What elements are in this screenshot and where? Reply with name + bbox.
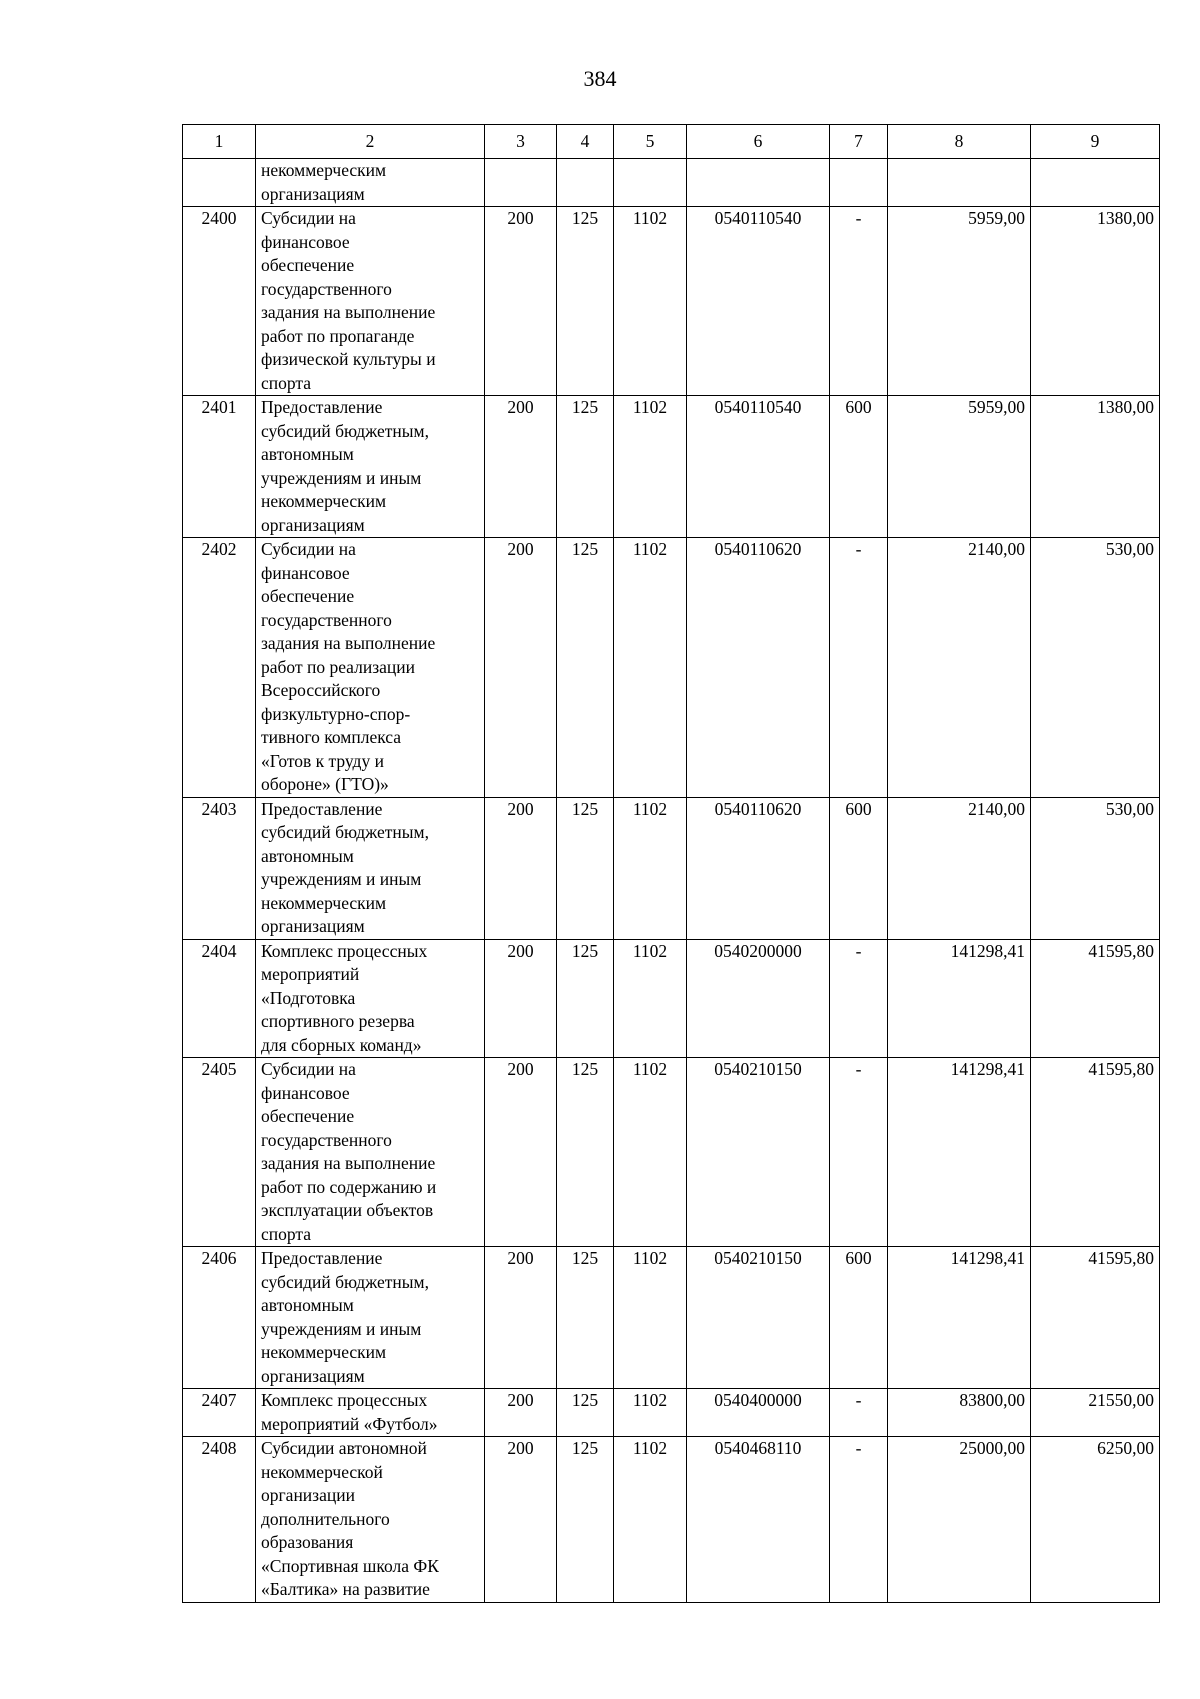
row-col9	[1031, 159, 1160, 207]
column-header: 2	[256, 125, 485, 159]
column-header: 6	[687, 125, 830, 159]
row-col3: 200	[485, 1437, 557, 1603]
header-row	[183, 125, 1160, 159]
row-col7: -	[830, 1389, 888, 1437]
row-col7	[830, 159, 888, 207]
row-col5: 1102	[614, 1437, 687, 1603]
row-name: некоммерческим организациям	[256, 159, 485, 207]
row-col4: 125	[557, 939, 614, 1058]
row-col8: 141298,41	[888, 1058, 1031, 1247]
row-col4: 125	[557, 1058, 614, 1247]
row-col9: 530,00	[1031, 797, 1160, 939]
row-col9: 6250,00	[1031, 1437, 1160, 1603]
row-col9: 41595,80	[1031, 1058, 1160, 1247]
row-col7: 600	[830, 797, 888, 939]
row-col9: 21550,00	[1031, 1389, 1160, 1437]
row-col8	[888, 159, 1031, 207]
row-col7: -	[830, 939, 888, 1058]
row-col6: 0540200000	[687, 939, 830, 1058]
row-col5: 1102	[614, 1389, 687, 1437]
table-row	[183, 396, 1160, 538]
column-header: 1	[183, 125, 256, 159]
row-col7: -	[830, 1058, 888, 1247]
row-col3: 200	[485, 1389, 557, 1437]
row-col4: 125	[557, 1247, 614, 1389]
row-col8: 83800,00	[888, 1389, 1031, 1437]
row-name: Предоставление субсидий бюджетным, автономным учреждениям и иным некоммерческим организациям	[256, 396, 485, 538]
budget-table	[182, 124, 1160, 1603]
row-name: Субсидии автономной некоммерческой организации дополнительного образования «Спортивная школа ФК «Балтика» на развитие	[256, 1437, 485, 1603]
row-col4: 125	[557, 1389, 614, 1437]
row-name: Субсидии на финансовое обеспечение государственного задания на выполнение работ по пропаганде физической культуры и спорта	[256, 207, 485, 396]
row-col3: 200	[485, 1247, 557, 1389]
row-col7: -	[830, 207, 888, 396]
row-col5	[614, 159, 687, 207]
row-col4: 125	[557, 538, 614, 798]
row-col7: -	[830, 1437, 888, 1603]
row-code: 2408	[183, 1437, 256, 1603]
row-code	[183, 159, 256, 207]
table-row	[183, 1058, 1160, 1247]
row-col4: 125	[557, 207, 614, 396]
row-col5: 1102	[614, 1058, 687, 1247]
row-name: Комплекс процессных мероприятий «Футбол»	[256, 1389, 485, 1437]
row-col4: 125	[557, 1437, 614, 1603]
row-col9: 530,00	[1031, 538, 1160, 798]
row-code: 2405	[183, 1058, 256, 1247]
row-col4: 125	[557, 797, 614, 939]
row-col8: 2140,00	[888, 797, 1031, 939]
row-name: Субсидии на финансовое обеспечение государственного задания на выполнение работ по содержанию и эксплуатации объектов спорта	[256, 1058, 485, 1247]
row-name: Комплекс процессных мероприятий «Подготовка спортивного резерва для сборных команд»	[256, 939, 485, 1058]
row-col9: 41595,80	[1031, 939, 1160, 1058]
row-col4	[557, 159, 614, 207]
table-row	[183, 1437, 1160, 1603]
table-row	[183, 1247, 1160, 1389]
table-row	[183, 939, 1160, 1058]
row-col5: 1102	[614, 1247, 687, 1389]
row-col3: 200	[485, 939, 557, 1058]
row-col8: 2140,00	[888, 538, 1031, 798]
row-col3: 200	[485, 1058, 557, 1247]
row-col3: 200	[485, 207, 557, 396]
table-row	[183, 207, 1160, 396]
row-col6: 0540468110	[687, 1437, 830, 1603]
row-col5: 1102	[614, 396, 687, 538]
row-col6: 0540110540	[687, 207, 830, 396]
row-col8: 141298,41	[888, 939, 1031, 1058]
row-col6: 0540110620	[687, 538, 830, 798]
row-col3: 200	[485, 396, 557, 538]
row-col5: 1102	[614, 939, 687, 1058]
row-name: Субсидии на финансовое обеспечение государственного задания на выполнение работ по реализации Всероссийского физкультурно-спор- тивного комплекса «Готов к труду и обороне» (ГТО)»	[256, 538, 485, 798]
row-col8: 141298,41	[888, 1247, 1031, 1389]
row-col5: 1102	[614, 207, 687, 396]
row-col6: 0540110540	[687, 396, 830, 538]
table-row	[183, 159, 1160, 207]
row-col8: 5959,00	[888, 396, 1031, 538]
row-col9: 1380,00	[1031, 207, 1160, 396]
table-row	[183, 1389, 1160, 1437]
page-number: 384	[583, 66, 617, 91]
column-header: 9	[1031, 125, 1160, 159]
row-col8: 5959,00	[888, 207, 1031, 396]
row-code: 2406	[183, 1247, 256, 1389]
row-col4: 125	[557, 396, 614, 538]
row-col6: 0540210150	[687, 1058, 830, 1247]
row-col9: 1380,00	[1031, 396, 1160, 538]
column-header: 5	[614, 125, 687, 159]
column-header: 4	[557, 125, 614, 159]
table-row	[183, 797, 1160, 939]
row-col5: 1102	[614, 538, 687, 798]
row-code: 2407	[183, 1389, 256, 1437]
row-col5: 1102	[614, 797, 687, 939]
row-code: 2400	[183, 207, 256, 396]
row-name: Предоставление субсидий бюджетным, автономным учреждениям и иным некоммерческим организациям	[256, 1247, 485, 1389]
row-code: 2401	[183, 396, 256, 538]
row-col3: 200	[485, 797, 557, 939]
column-header: 3	[485, 125, 557, 159]
row-code: 2403	[183, 797, 256, 939]
row-col6: 0540400000	[687, 1389, 830, 1437]
row-col7: 600	[830, 1247, 888, 1389]
row-code: 2404	[183, 939, 256, 1058]
row-name: Предоставление субсидий бюджетным, автономным учреждениям и иным некоммерческим организациям	[256, 797, 485, 939]
row-col7: 600	[830, 396, 888, 538]
table-row	[183, 538, 1160, 798]
row-code: 2402	[183, 538, 256, 798]
row-col3: 200	[485, 538, 557, 798]
row-col6	[687, 159, 830, 207]
row-col3	[485, 159, 557, 207]
column-header: 8	[888, 125, 1031, 159]
row-col7: -	[830, 538, 888, 798]
row-col6: 0540110620	[687, 797, 830, 939]
column-header: 7	[830, 125, 888, 159]
row-col9: 41595,80	[1031, 1247, 1160, 1389]
row-col8: 25000,00	[888, 1437, 1031, 1603]
row-col6: 0540210150	[687, 1247, 830, 1389]
